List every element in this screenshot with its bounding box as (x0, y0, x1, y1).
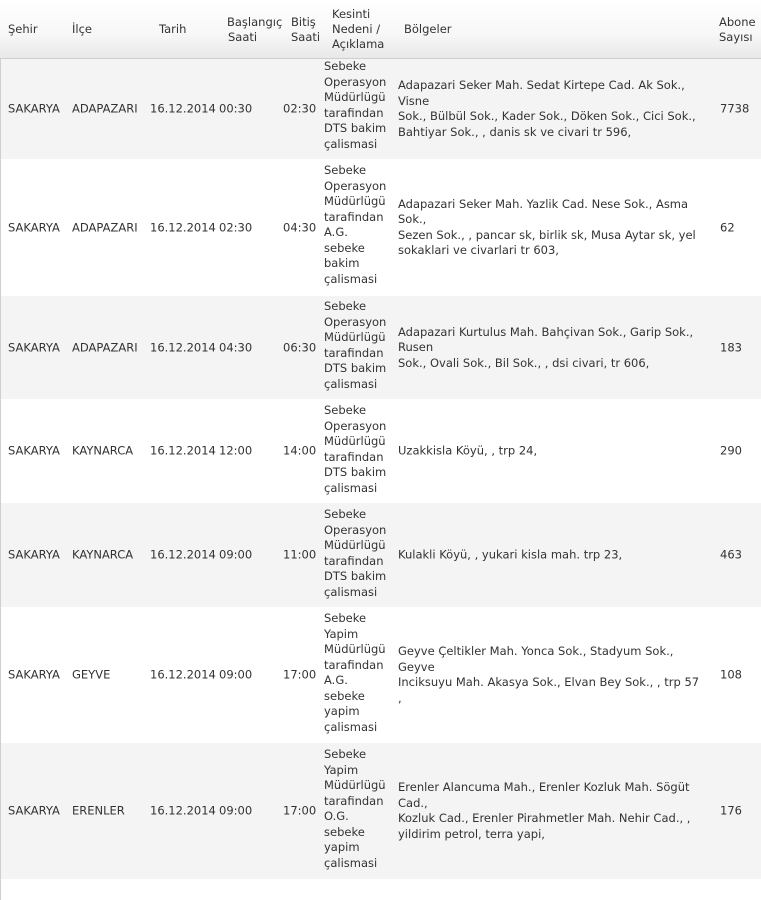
kesinti-line: çalismasi (324, 719, 378, 734)
cell-bitis: 11:00 (283, 547, 317, 562)
kesinti-line: sebeke (324, 240, 365, 255)
cell-baslangic: 09:00 (219, 547, 253, 562)
kesinti-line: Operasyon (324, 74, 387, 89)
cell-tarih: 16.12.2014 (150, 803, 216, 818)
kesinti-line: çalismasi (324, 271, 378, 286)
cell-ilce: KAYNARCA (72, 547, 134, 562)
kesinti-line: sebeke (324, 688, 365, 703)
header-bitis[interactable] (291, 15, 320, 45)
cell-bolgeler (398, 443, 703, 459)
cell-tarih: 16.12.2014 (150, 667, 216, 682)
header-ilce[interactable]: İlçe (72, 22, 92, 36)
header-abone-line: Abone (719, 15, 756, 29)
cell-kesinti (324, 59, 386, 152)
table-row (0, 607, 761, 743)
bolgeler-line: Uzakkisla Köyü, , trp 24, (398, 443, 538, 458)
cell-abone: 183 (720, 339, 742, 354)
header-kesinti-line: Nedeni / (332, 22, 381, 36)
kesinti-line: DTS bakim (324, 121, 387, 135)
header-kesinti[interactable] (332, 7, 384, 52)
table-row (0, 503, 761, 607)
kesinti-line: DTS bakim (324, 361, 387, 375)
kesinti-line: çalismasi (324, 584, 378, 599)
header-baslangic[interactable] (227, 15, 282, 45)
bolgeler-line: Bahtiyar Sok., , danis sk ve civari tr 596, (398, 124, 632, 139)
cell-ilce: ADAPAZARI (72, 101, 138, 116)
kesinti-line: çalismasi (324, 376, 378, 391)
kesinti-line: tarafindan (324, 553, 384, 568)
cell-abone: 290 (720, 443, 742, 458)
bolgeler-line: Inciksuyu Mah. Akasya Sok., Elvan Bey Sok., , trp 57 , (398, 675, 700, 705)
cell-baslangic: 04:30 (219, 339, 253, 354)
cell-bolgeler (398, 197, 703, 259)
cell-ilce: ERENLER (72, 803, 125, 818)
cell-sehir: SAKARYA (8, 339, 60, 354)
kesinti-line: Sebeke (324, 403, 367, 417)
bolgeler-line: Kulakli Köyü, , yukari kisla mah. trp 23, (398, 547, 623, 562)
cell-abone: 7738 (720, 101, 750, 116)
kesinti-line: Sebeke (324, 59, 367, 73)
kesinti-line: A.G. (324, 673, 348, 687)
kesinti-line: tarafindan (324, 657, 384, 672)
table-row (0, 296, 761, 399)
table-row (0, 399, 761, 503)
cell-sehir: SAKARYA (8, 101, 60, 116)
cell-bitis: 14:00 (283, 443, 317, 458)
kesinti-line: Operasyon (324, 314, 387, 329)
kesinti-line: Müdürlügü (324, 90, 386, 104)
kesinti-line: Sebeke (324, 299, 367, 313)
kesinti-line: tarafindan (324, 105, 384, 120)
kesinti-line: DTS bakim (324, 569, 387, 583)
kesinti-line: Yapim (324, 762, 359, 777)
cell-baslangic: 12:00 (219, 443, 253, 458)
kesinti-line: çalismasi (324, 855, 378, 870)
kesinti-line: Müdürlügü (324, 778, 386, 792)
bolgeler-line: Adapazari Kurtulus Mah. Bahçivan Sok., Garip Sok., Rusen (398, 324, 694, 354)
kesinti-line: tarafindan (324, 793, 384, 808)
cell-abone: 176 (720, 803, 742, 818)
cell-tarih: 16.12.2014 (150, 443, 216, 458)
header-abone-line: Sayısı (719, 30, 753, 44)
cell-bitis: 02:30 (283, 101, 317, 116)
cell-bitis: 17:00 (283, 803, 317, 818)
cell-kesinti (324, 163, 386, 287)
header-abone[interactable] (719, 15, 756, 45)
kesinti-line: Sebeke (324, 507, 367, 521)
kesinti-line: tarafindan (324, 345, 384, 360)
cell-sehir: SAKARYA (8, 667, 60, 682)
cell-bitis: 17:00 (283, 667, 317, 682)
cell-kesinti (324, 747, 386, 871)
header-sehir[interactable]: Şehir (8, 22, 38, 36)
kesinti-line: bakim (324, 256, 360, 270)
bolgeler-line: Sok., Ovali Sok., Bil Sok., , dsi civari, tr 606, (398, 355, 650, 370)
table-header (0, 0, 761, 59)
cell-bolgeler (398, 644, 703, 706)
cell-bitis: 06:30 (283, 339, 317, 354)
bolgeler-line: Erenler Alancuma Mah., Erenler Kozluk Mah. Sögüt Cad., (398, 780, 690, 810)
kesinti-line: Operasyon (324, 178, 387, 193)
cell-bolgeler (398, 780, 703, 842)
kesinti-line: Sebeke (324, 611, 367, 625)
cell-sehir: SAKARYA (8, 443, 60, 458)
kesinti-line: çalismasi (324, 480, 378, 495)
cell-ilce: ADAPAZARI (72, 219, 138, 234)
cell-bolgeler (398, 78, 703, 140)
header-tarih[interactable]: Tarih (159, 22, 187, 36)
cell-tarih: 16.12.2014 (150, 339, 216, 354)
kesinti-line: tarafindan (324, 449, 384, 464)
cell-baslangic: 09:00 (219, 667, 253, 682)
header-kesinti-line: Açıklama (332, 37, 385, 51)
bolgeler-line: yildirim petrol, terra yapi, (398, 826, 545, 841)
cell-sehir: SAKARYA (8, 219, 60, 234)
cell-tarih: 16.12.2014 (150, 219, 216, 234)
kesinti-line: Müdürlügü (324, 434, 386, 448)
cell-ilce: ADAPAZARI (72, 339, 138, 354)
cell-bolgeler (398, 547, 703, 563)
header-baslangic-line: Başlangıç (227, 15, 283, 29)
cell-abone: 463 (720, 547, 742, 562)
kesinti-line: Müdürlügü (324, 538, 386, 552)
kesinti-line: Müdürlügü (324, 194, 386, 208)
kesinti-line: A.G. (324, 225, 348, 239)
kesinti-line: Operasyon (324, 522, 387, 537)
kesinti-line: Operasyon (324, 418, 387, 433)
cell-ilce: KAYNARCA (72, 443, 134, 458)
kesinti-line: yapim (324, 704, 360, 718)
kesinti-line: Müdürlügü (324, 642, 386, 656)
kesinti-line: sebeke (324, 824, 365, 839)
cell-sehir: SAKARYA (8, 547, 60, 562)
bolgeler-line: Kozluk Cad., Erenler Pirahmetler Mah. Nehir Cad., , (398, 811, 691, 825)
bolgeler-line: Sok., Bülbül Sok., Kader Sok., Döken Sok., Cici Sok., (398, 109, 696, 123)
header-bitis-line: Saati (291, 30, 321, 44)
cell-kesinti (324, 299, 386, 392)
kesinti-line: yapim (324, 840, 360, 854)
kesinti-line: çalismasi (324, 136, 378, 151)
cell-tarih: 16.12.2014 (150, 101, 216, 116)
kesinti-line: tarafindan (324, 209, 384, 224)
cell-bitis: 04:30 (283, 219, 317, 234)
table-row (0, 59, 761, 159)
cell-tarih: 16.12.2014 (150, 547, 216, 562)
cell-baslangic: 02:30 (219, 219, 253, 234)
cell-abone: 62 (720, 219, 735, 234)
cell-kesinti (324, 611, 386, 735)
bolgeler-line: Sezen Sok., , pancar sk, birlik sk, Musa Aytar sk, yel (398, 227, 696, 242)
cell-baslangic: 09:00 (219, 803, 253, 818)
kesinti-line: Yapim (324, 626, 359, 641)
kesinti-line: DTS bakim (324, 465, 387, 479)
cell-kesinti (324, 507, 386, 600)
kesinti-line: O.G. (324, 809, 349, 823)
header-bolgeler[interactable]: Bölgeler (404, 22, 452, 36)
table-row (0, 159, 761, 296)
kesinti-line: Müdürlügü (324, 330, 386, 344)
bolgeler-line: sokaklari ve civarlari tr 603, (398, 243, 559, 257)
bolgeler-line: Adapazari Seker Mah. Sedat Kirtepe Cad. Ak Sok., Visne (398, 78, 685, 108)
header-baslangic-line: Saati (228, 30, 258, 44)
header-kesinti-line: Kesinti (332, 7, 371, 21)
bolgeler-line: Adapazari Seker Mah. Yazlik Cad. Nese Sok., Asma Sok., (398, 196, 689, 226)
bolgeler-line: Geyve Çeltikler Mah. Yonca Sok., Stadyum Sok., Geyve (398, 644, 674, 674)
kesinti-line: Sebeke (324, 747, 367, 761)
kesinti-line: Sebeke (324, 163, 367, 177)
cell-ilce: GEYVE (72, 667, 111, 682)
cell-baslangic: 00:30 (219, 101, 253, 116)
table-row (0, 743, 761, 879)
cell-sehir: SAKARYA (8, 803, 60, 818)
cell-bolgeler (398, 324, 703, 371)
cell-kesinti (324, 403, 386, 496)
cell-abone: 108 (720, 667, 742, 682)
header-bitis-line: Bitiş (291, 15, 316, 29)
table-left-border (0, 58, 1, 900)
